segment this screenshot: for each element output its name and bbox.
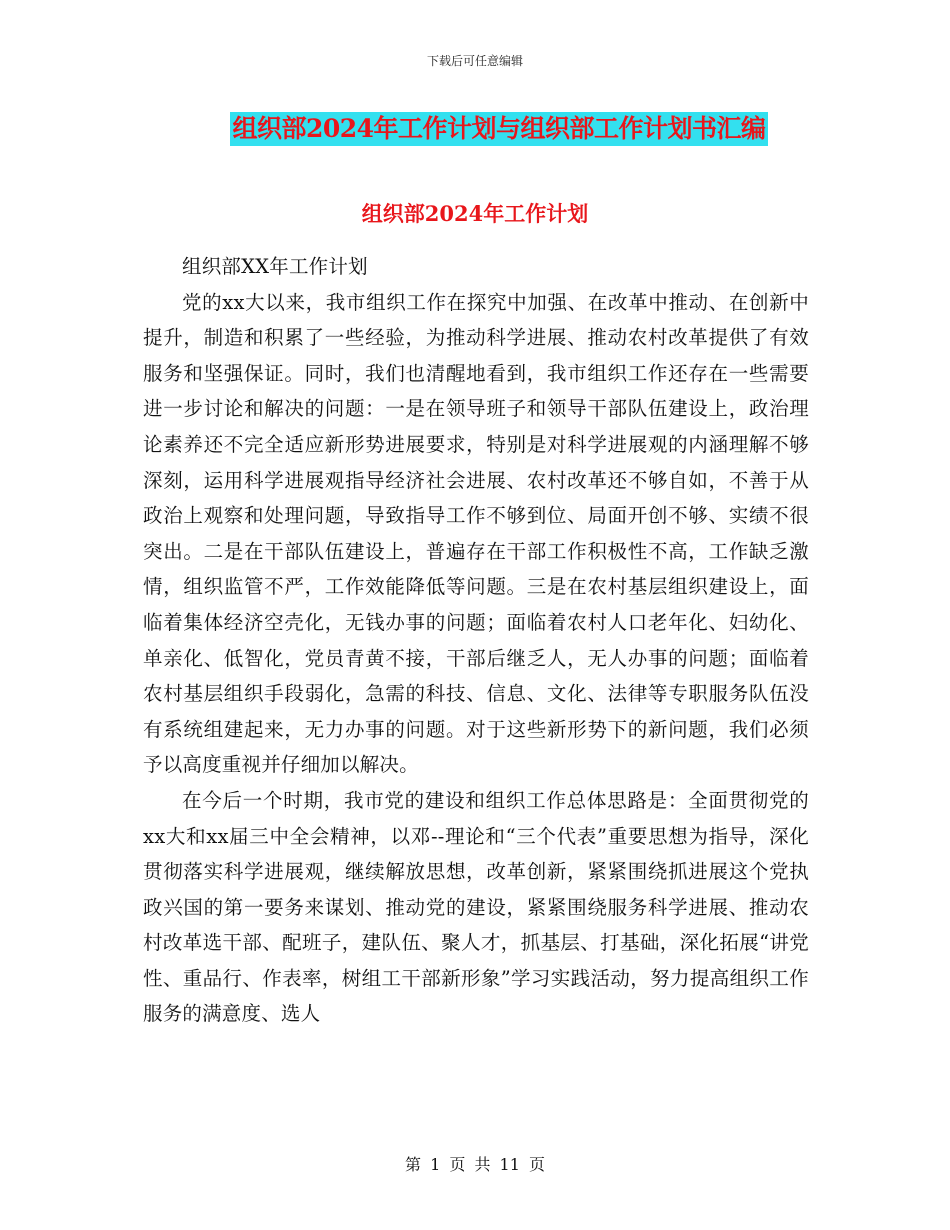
section-title: 组织部2024年工作计划 [361, 201, 589, 226]
page-number: 第 1 页 共 11 页 [405, 1155, 545, 1174]
plan-heading: 组织部XX年工作计划 [182, 255, 368, 278]
page-header-note: 下载后可任意编辑 [426, 54, 523, 68]
main-title-container [0, 112, 950, 146]
document-body [143, 249, 809, 1032]
paragraph: 党的xx大以来，我市组织工作在探究中加强、在改革中推动、在创新中提升，制造和积累了一些经验，为推动科学进展、推动农村改革提供了有效服务和坚强保证。同时，我们也清醒地看到，我市组织工作还存在一些需要进一步讨论和解决的问题：一是在领导班子和领导干部队伍建设上，政治理论素养还不完全适应新形势进展要求，特别是对科学进展观的内涵理解不够深刻，运用科学进展观指导经济社会进展、农村改革还不够自如，不善于从政治上观察和处理问题，导致指导工作不够到位、局面开创不够、实绩不很突出。二是在干部队伍建设上，普遍存在干部工作积极性不高，工作缺乏激情，组织监管不严，工作效能降低等问题。三是在农村基层组织建设上，面临着集体经济空壳化，无钱办事的问题；面临着农村人口老年化、妇幼化、单亲化、低智化，党员青黄不接，干部后继乏人，无人办事的问题；面临着农村基层组织手段弱化，急需的科技、信息、文化、法律等专职服务队伍没有系统组建起来，无力办事的问题。对于这些新形势下的新问题，我们必须予以高度重视并仔细加以解决。 [143, 290, 809, 777]
document-title: 组织部2024年工作计划与组织部工作计划书汇编 [230, 112, 767, 146]
paragraph: 在今后一个时期，我市党的建设和组织工作总体思路是：全面贯彻党的xx大和xx届三中全会精神，以邓--理论和“三个代表”重要思想为指导，深化贯彻落实科学进展观，继续解放思想，改革创新，紧紧围绕抓进展这个党执政兴国的第一要务来谋划、推动党的建设，紧紧围绕服务科学进展、推动农村改革选干部、配班子，建队伍、聚人才，抓基层、打基础，深化拓展“讲党性、重品行、作表率，树组工干部新形象”学习实践活动，努力提高组织工作服务的满意度、选人 [143, 788, 809, 1026]
